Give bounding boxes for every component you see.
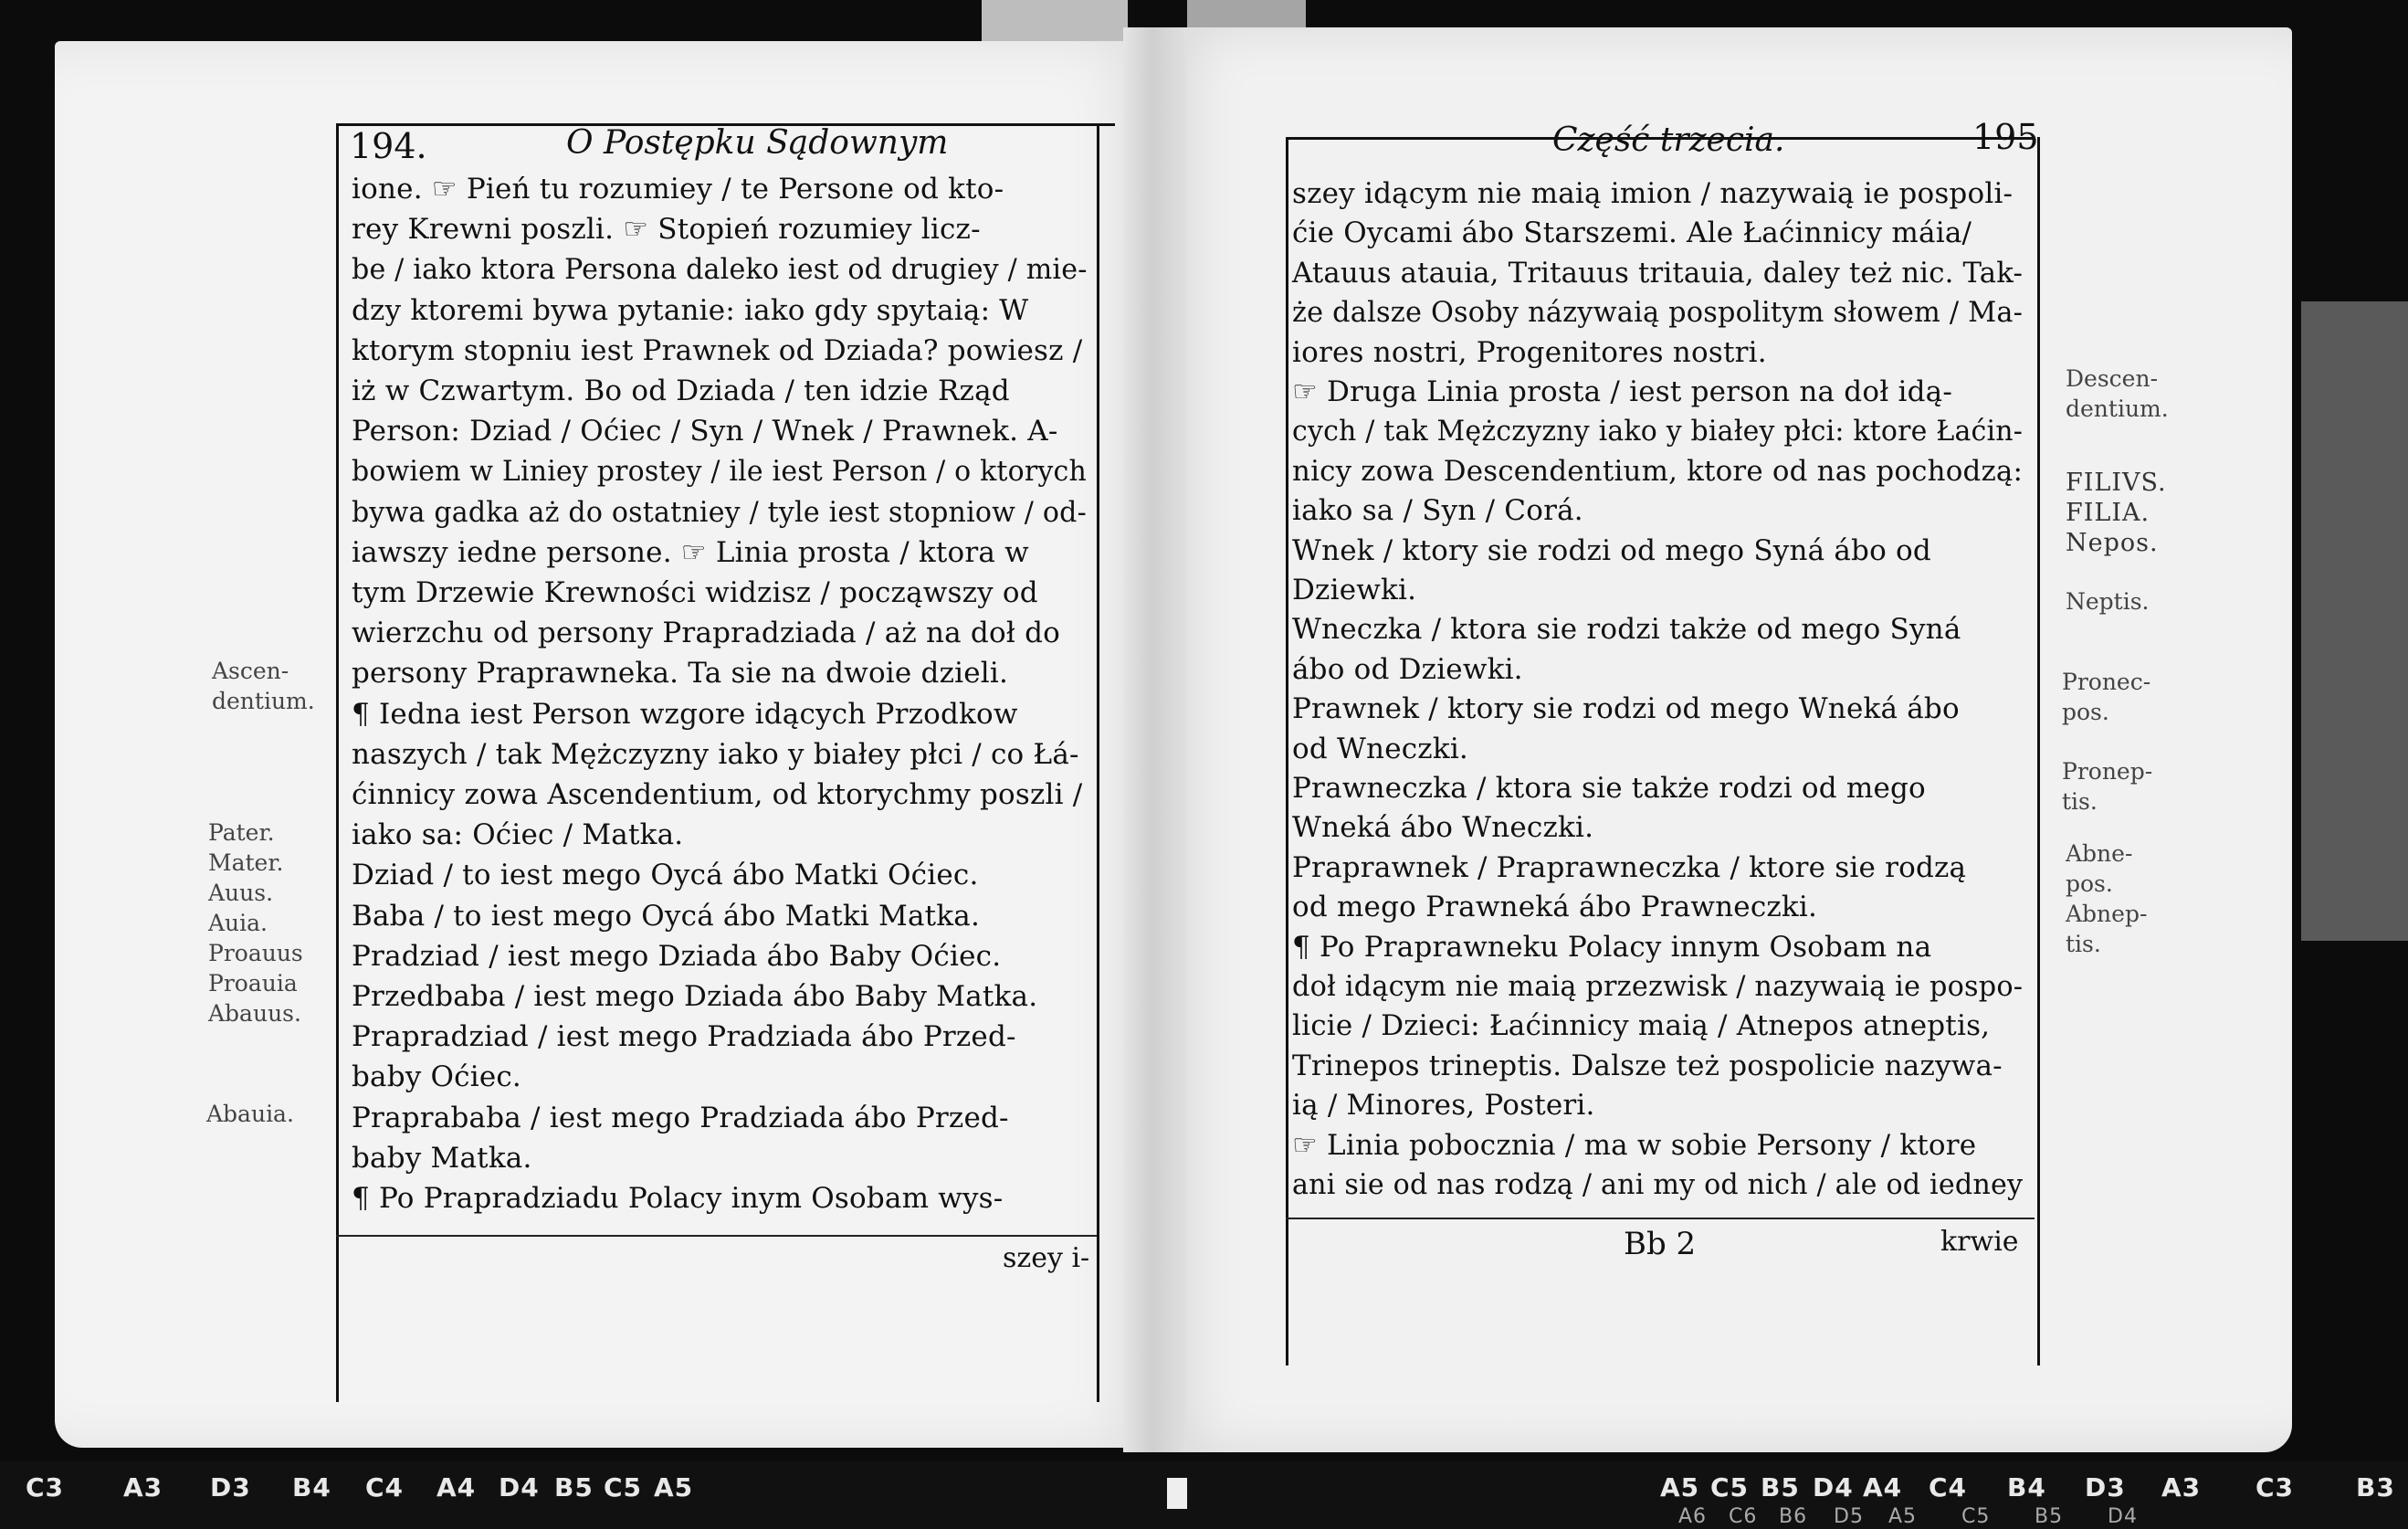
text-line: Pradziad / iest mego Dziada ábo Baby Oćiec. — [352, 939, 1002, 973]
film-label: C3 — [2256, 1472, 2295, 1503]
text-line: be / iako ktora Persona daleko iest od drugiey / mie- — [352, 253, 1088, 287]
text-line: od mego Prawneká ábo Prawneczki. — [1292, 891, 1818, 924]
film-label: C6 — [1729, 1505, 1758, 1528]
text-line: nicy zowa Descendentium, ktore od nas pochodzą: — [1292, 454, 2024, 488]
text-line: ani sie od nas rodzą / ani my od nich / ale od iedney — [1292, 1168, 2024, 1201]
text-line: ćie Oycami ábo Starszemi. Ale Łaćinnicy máia/ — [1292, 216, 1972, 250]
text-line: Wneká ábo Wneczki. — [1292, 811, 1594, 845]
text-line: ábo od Dziewki. — [1292, 652, 1523, 686]
text-line: Wneczka / ktora sie rodzi także od mego Syná — [1292, 613, 1961, 647]
film-label: A3 — [123, 1472, 163, 1503]
film-label: C5 — [1961, 1505, 1991, 1528]
film-label: A5 — [654, 1472, 694, 1503]
background-strip — [982, 0, 1128, 46]
text-line: ią / Minores, Posteri. — [1292, 1089, 1595, 1123]
right-margin-note-abnepos: Abne- pos. Abnep- tis. — [2066, 840, 2148, 957]
text-line: Atauus atauia, Tritauus tritauia, daley też nic. Tak- — [1292, 256, 2024, 290]
text-line: ☞ Druga Linia prosta / iest person na doł idą- — [1292, 375, 1953, 408]
text-line: Prapradziad / iest mego Pradziada ábo Przed- — [352, 1020, 1016, 1054]
film-label: D3 — [2085, 1472, 2126, 1503]
film-label: A4 — [436, 1472, 477, 1503]
film-label: C5 — [1710, 1472, 1750, 1503]
right-catchword: krwie — [1940, 1226, 2019, 1258]
right-margin-note-descendentium: Descen- dentium. — [2066, 365, 2169, 422]
film-label: A6 — [1678, 1505, 1708, 1528]
text-line: że dalsze Osoby názywaią pospolitym słowem / Ma- — [1292, 296, 2024, 330]
text-line: rey Krewni poszli. ☞ Stopień rozumiey licz- — [352, 213, 981, 247]
text-line: od Wneczki. — [1292, 732, 1468, 765]
text-line: bowiem w Liniey prostey / ile iest Person / o ktorych — [352, 455, 1087, 489]
right-margin-note-proneptis: Pronep- tis. — [2062, 758, 2153, 815]
text-line: persony Praprawnekа. Ta sie na dwoie dzieli. — [352, 657, 1009, 691]
left-foot-rule — [336, 1235, 1097, 1237]
film-label: C5 — [604, 1472, 643, 1503]
text-line: Prawnek / ktory sie rodzi od mego Wneká ábo — [1292, 692, 1960, 726]
film-label: B5 — [1761, 1472, 1800, 1503]
text-line: baby Oćiec. — [352, 1060, 521, 1094]
text-line: ¶ Po Praprawneku Polacy innym Osobam na — [1292, 930, 1932, 964]
book-gutter — [1123, 27, 1187, 1452]
text-line: wierzchu od persony Prapradziada / aż na doł do — [352, 617, 1061, 650]
left-catchword: szey i- — [1003, 1242, 1090, 1274]
background-strip — [2301, 301, 2408, 941]
text-line: dzy ktoremi bywa pytanie: iako gdy spytaią: W — [352, 293, 1029, 327]
text-line: iako sa / Syn / Corá. — [1292, 494, 1583, 528]
film-label: D4 — [1813, 1472, 1854, 1503]
text-line: Trinepos trineptis. Dalsze też pospolicie nazywa- — [1292, 1049, 2003, 1082]
film-label: A5 — [1660, 1472, 1700, 1503]
text-line: baby Matka. — [352, 1141, 532, 1175]
text-line: Praprawnek / Praprawneczka / ktore sie rodzą — [1292, 850, 1967, 884]
film-label: C4 — [1929, 1472, 1968, 1503]
right-margin-note-pronepos: Pronec- pos. — [2062, 669, 2151, 725]
text-line: ktorym stopniu iest Prawnek od Dziada? powiesz / — [352, 333, 1083, 367]
left-running-head: O Postępku Sądownym — [566, 124, 949, 162]
film-label: B6 — [1779, 1505, 1808, 1528]
text-line: ione. ☞ Pień tu rozumiey / te Persone od kto- — [352, 173, 1004, 206]
text-line: Wnek / ktory sie rodzi od mego Syná ábo od — [1292, 533, 1931, 567]
text-line: Person: Dziad / Oćiec / Syn / Wnek / Prawnek. A- — [352, 415, 1058, 448]
film-label: A5 — [1888, 1505, 1918, 1528]
left-margin-note-ascendentium: Ascen- dentium. — [212, 658, 315, 714]
film-label: D4 — [499, 1472, 540, 1503]
text-line: cych / tak Mężczyzny iako y białey płci: ktore Łaćin- — [1292, 415, 2024, 448]
film-label: A3 — [2161, 1472, 2202, 1503]
text-line: ćinnicy zowa Ascendentium, od ktorychmy poszli / — [352, 778, 1083, 811]
film-label: C4 — [365, 1472, 405, 1503]
right-margin-note-neptis: Neptis. — [2066, 588, 2150, 615]
film-label: B5 — [2035, 1505, 2064, 1528]
text-line: ☞ Linia pobocznia / ma w sobie Persony / ktore — [1292, 1128, 1977, 1162]
right-margin-note-filius: FILIVS. FILIA. Nepos. — [2066, 469, 2167, 557]
text-line: Dziewki. — [1292, 574, 1417, 606]
text-line: tym Drzewie Krewności widzisz / począwszy od — [352, 576, 1038, 609]
text-line: licie / Dzieci: Łaćinnicy maią / Atnepos atneptis, — [1292, 1009, 1991, 1043]
left-margin-note-ancestors: Pater. Mater. Auus. Auia. Proauus Proauia Abauus. — [208, 819, 303, 1027]
film-label: C3 — [26, 1472, 65, 1503]
right-running-head: Część trzecia. — [1552, 121, 1785, 159]
text-line: Przedbaba / iest mego Dziada ábo Baby Matka. — [352, 980, 1038, 1013]
text-line: Dziad / to iest mego Oycá ábo Matki Oćiec. — [352, 859, 979, 892]
left-page-number: 194. — [350, 126, 427, 166]
text-line: ¶ Iedna iest Person wzgore idących Przodkow — [352, 697, 1018, 731]
film-label: D3 — [210, 1472, 251, 1503]
film-label: B5 — [554, 1472, 594, 1503]
film-label: B3 — [2356, 1472, 2395, 1503]
left-margin-note-abauia: Abauia. — [206, 1101, 294, 1127]
text-line: iores nostri, Progenitores nostri. — [1292, 335, 1767, 369]
text-line: Prawneczka / ktora sie także rodzi od mego — [1292, 772, 1926, 805]
text-line: iż w Czwartym. Bo od Dziada / ten idzie Rząd — [352, 374, 1010, 407]
text-line: szey idącym nie maią imion / nazywaią ie pospoli- — [1292, 177, 2014, 210]
film-label: D4 — [2108, 1505, 2138, 1528]
text-line: doł idącym nie maią przezwisk / nazywaią ie pospo- — [1292, 970, 2024, 1003]
text-line: Praprababa / iest mego Pradziada ábo Przed- — [352, 1101, 1009, 1134]
text-line: naszych / tak Mężczyzny iako y białey płci / co Łá- — [352, 737, 1079, 771]
right-signature-mark: Bb 2 — [1624, 1226, 1697, 1262]
right-foot-rule — [1286, 1218, 2035, 1219]
text-line: iawszy iedne persone. ☞ Linia prosta / ktora w — [352, 535, 1029, 569]
frame-marker — [1167, 1478, 1187, 1509]
text-line: ¶ Po Prapradziadu Polacy inym Osobam wys- — [352, 1182, 1004, 1215]
text-line: bywa gadka aż do ostatniey / tyle iest stopniow / od- — [352, 495, 1087, 529]
text-line: iako sa: Oćiec / Matka. — [352, 818, 684, 852]
film-label: B4 — [2007, 1472, 2046, 1503]
right-page-number: 195 — [1972, 117, 2039, 157]
text-line: Baba / to iest mego Oycá ábo Matki Matka. — [352, 899, 981, 933]
film-label: B4 — [292, 1472, 331, 1503]
film-label: A4 — [1863, 1472, 1903, 1503]
film-label: D5 — [1834, 1505, 1864, 1528]
